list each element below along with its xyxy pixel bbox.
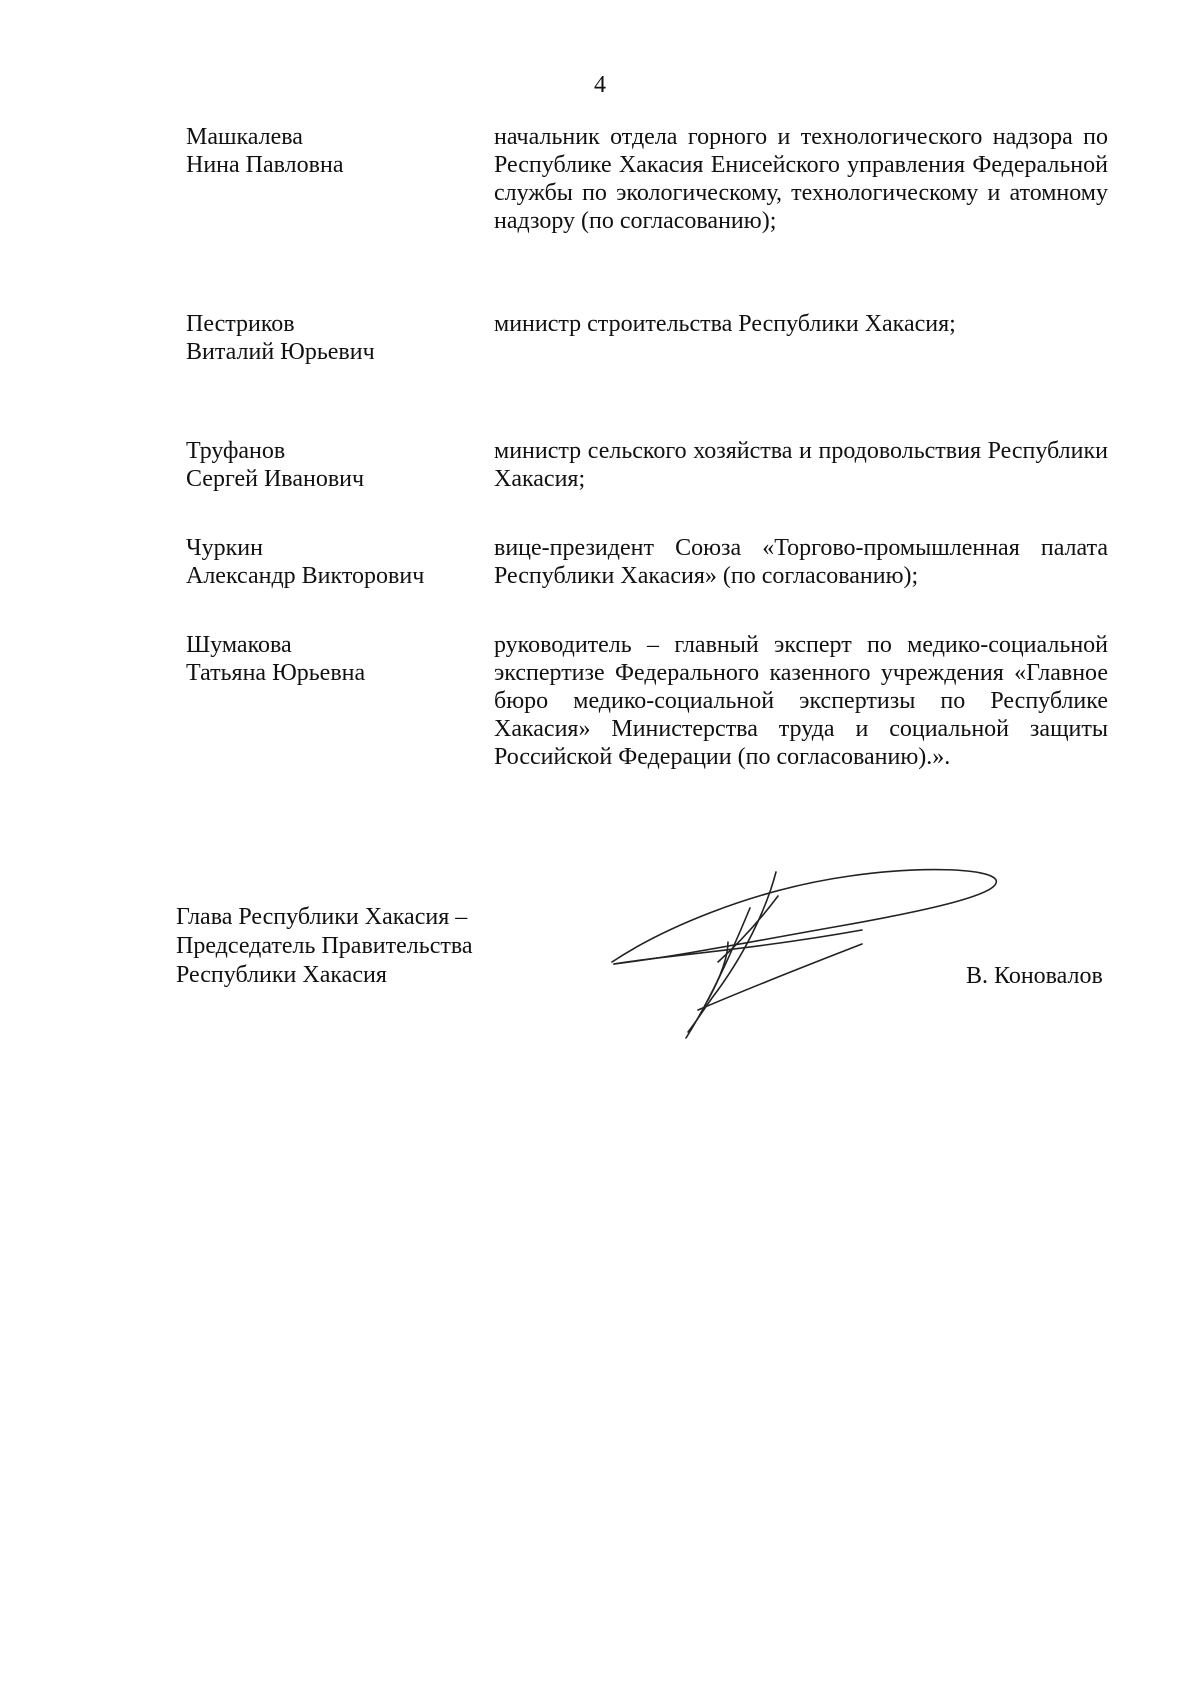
signer-title-line: Глава Республики Хакасия – (176, 904, 468, 930)
member-position: министр строительства Республики Хакасия; (494, 311, 956, 337)
member-position: начальник отдела горного и технологического надзора по Республике Хакасия Енисейского управления Федеральной службы по экологическому, технологическому и атомному надзору (по согласованию); (494, 124, 1108, 234)
member-position: руководитель – главный эксперт по медико-социальной экспертизе Федерального казенного учреждения «Главное бюро медико-социальной экспертизы по Республике Хакасия» Министерства труда и социальной защиты Российской Федерации (по согласованию).». (494, 632, 1108, 770)
member-position: вице-президент Союза «Торгово-промышленная палата Республики Хакасия» (по согласованию); (494, 535, 1108, 589)
member-surname: Труфанов (186, 438, 286, 464)
member-name (186, 534, 476, 590)
member-given-names: Нина Павловна (186, 152, 344, 178)
signer-title (176, 903, 536, 990)
member-surname: Чуркин (186, 535, 263, 561)
handwritten-signature-icon (600, 860, 1010, 1040)
member-position: министр сельского хозяйства и продовольствия Республики Хакасия; (494, 438, 1108, 492)
member-given-names: Виталий Юрьевич (186, 339, 375, 365)
member-name (186, 437, 476, 493)
member-name (186, 631, 476, 687)
member-surname: Машкалева (186, 124, 303, 150)
member-surname: Шумакова (186, 632, 292, 658)
page-number: 4 (594, 72, 606, 98)
member-given-names: Александр Викторович (186, 563, 425, 589)
member-name (186, 123, 476, 179)
member-name (186, 310, 476, 366)
member-given-names: Сергей Иванович (186, 466, 365, 492)
signer-title-line: Республики Хакасия (176, 962, 387, 988)
signer-title-line: Председатель Правительства (176, 933, 473, 959)
signer-name: В. Коновалов (966, 963, 1103, 989)
member-given-names: Татьяна Юрьевна (186, 660, 366, 686)
member-surname: Пестриков (186, 311, 295, 337)
